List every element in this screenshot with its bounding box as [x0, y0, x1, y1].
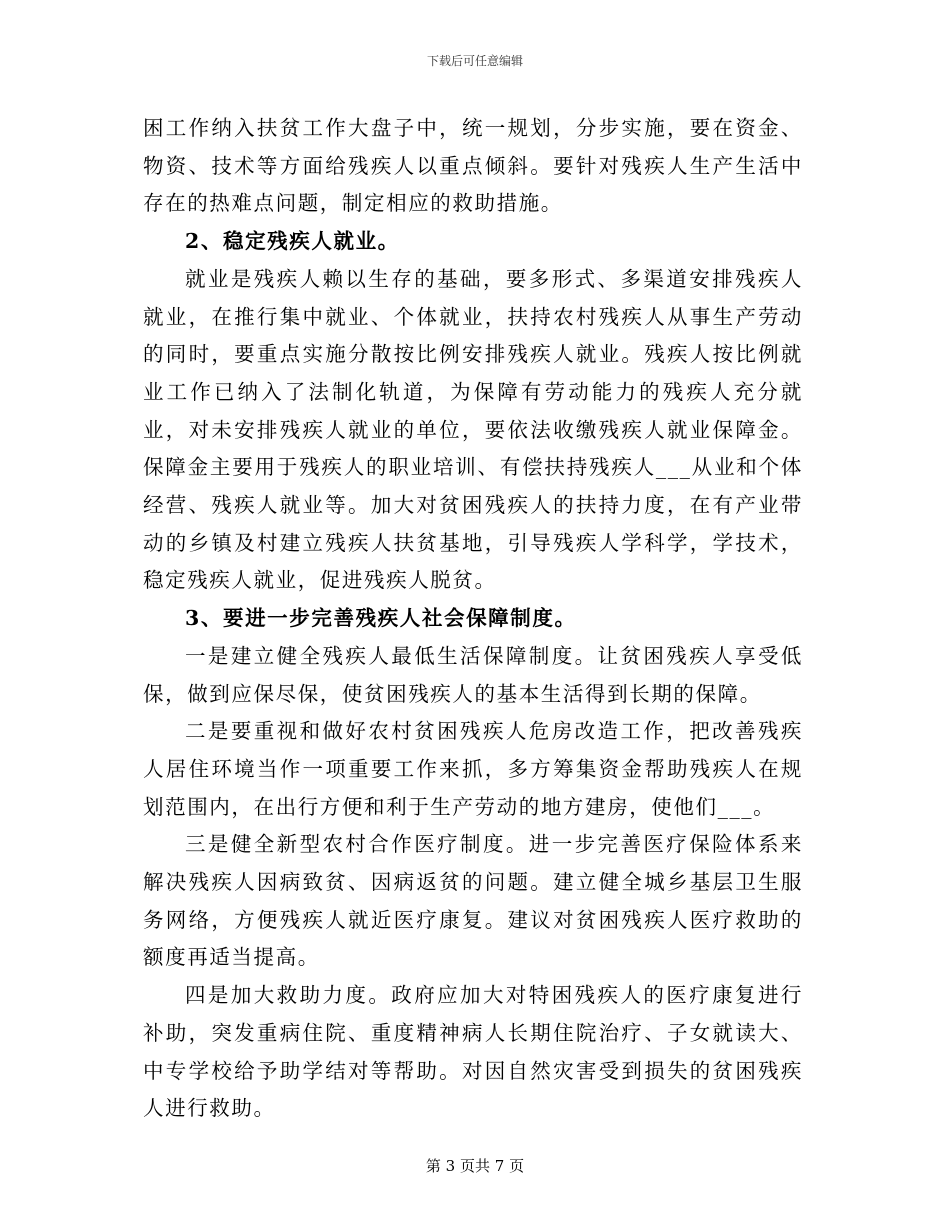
- paragraph: 四是加大救助力度。政府应加大对特困残疾人的医疗康复进行补助，突发重病住院、重度精神病人长期住院治疗、子女就读大、中专学校给予助学结对等帮助。对因自然灾害受到损失的贫困残疾人进行救助。: [143, 983, 803, 1121]
- page-header: 下载后可任意编辑: [426, 54, 523, 68]
- section-heading: 2、稳定残疾人就业。: [185, 229, 400, 254]
- paragraph: 三是健全新型农村合作医疗制度。进一步完善医疗保险体系来解决残疾人因病致贫、因病返贫的问题。建立健全城乡基层卫生服务网络，方便残疾人就近医疗康复。建议对贫困残疾人医疗救助的额度再适当提高。: [143, 832, 803, 970]
- paragraph: 二是要重视和做好农村贫困残疾人危房改造工作，把改善残疾人居住环境当作一项重要工作来抓，多方筹集资金帮助残疾人在规划范围内，在出行方便和利于生产劳动的地方建房，使他们___。: [143, 719, 803, 819]
- section-heading: 3、要进一步完善残疾人社会保障制度。: [185, 606, 577, 631]
- paragraph: 困工作纳入扶贫工作大盘子中，统一规划，分步实施，要在资金、物资、技术等方面给残疾人以重点倾斜。要针对残疾人生产生活中存在的热难点问题，制定相应的救助措施。: [143, 116, 803, 216]
- paragraph: 一是建立健全残疾人最低生活保障制度。让贫困残疾人享受低保，做到应保尽保，使贫困残疾人的基本生活得到长期的保障。: [143, 643, 803, 706]
- paragraph: 就业是残疾人赖以生存的基础，要多形式、多渠道安排残疾人就业，在推行集中就业、个体就业，扶持农村残疾人从事生产劳动的同时，要重点实施分散按比例安排残疾人就业。残疾人按比例就业工作已纳入了法制化轨道，为保障有劳动能力的残疾人充分就业，对未安排残疾人就业的单位，要依法收缴残疾人就业保障金。保障金主要用于残疾人的职业培训、有偿扶持残疾人___从业和个体经营、残疾人就业等。加大对贫困残疾人的扶持力度，在有产业带动的乡镇及村建立残疾人扶贫基地，引导残疾人学科学，学技术，稳定残疾人就业，促进残疾人脱贫。: [143, 266, 803, 593]
- document-body: [143, 110, 803, 1128]
- page-footer: 第 3 页共 7 页: [425, 1157, 525, 1175]
